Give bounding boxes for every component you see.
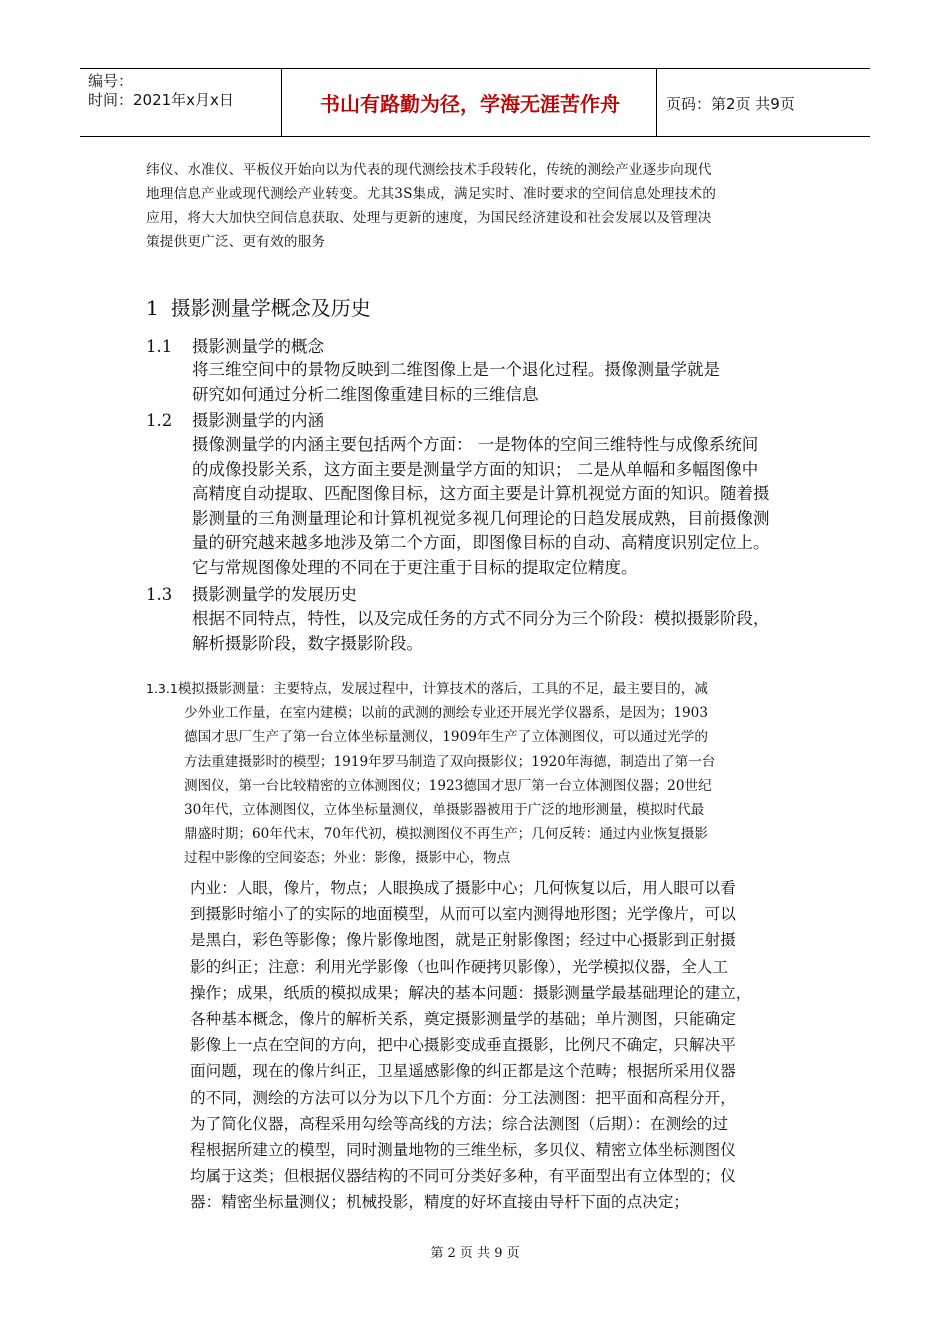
- subsection-body-1-2: [192, 433, 812, 580]
- text-line: 摄像测量学的内涵主要包括两个方面： 一是物体的空间三维特性与成像系统间: [192, 435, 759, 454]
- text-line: 过程中影像的空间姿态；外业：影像，摄影中心，物点: [184, 850, 511, 867]
- text-line: 程根据所建立的模型，同时测量地物的三维坐标，多贝仪、精密立体坐标测图仪: [190, 1141, 736, 1160]
- header-page-code: 页码：第2页 共9页: [666, 95, 795, 113]
- text-line: 鼎盛时期；60年代末，70年代初，模拟测图仪不再生产；几何反转：通过内业恢复摄影: [184, 826, 708, 843]
- text-line: 将三维空间中的景物反映到二维图像上是一个退化过程。摄像测量学就是: [192, 360, 720, 379]
- subsection-number: 1.3.1: [146, 681, 178, 696]
- text-line: 面问题，现在的像片纠正，卫星遥感影像的纠正都是这个范畴；根据所采用仪器: [190, 1062, 736, 1081]
- subsection-1-3-1: [146, 677, 806, 871]
- intro-paragraph: [146, 158, 816, 254]
- section-number: 1: [146, 296, 159, 320]
- body-paragraph: [190, 875, 818, 1216]
- text-line: 内业：人眼，像片，物点；人眼换成了摄影中心；几何恢复以后，用人眼可以看: [190, 879, 736, 897]
- text-line: 德国才思厂生产了第一台立体坐标量测仪，1909年生产了立体测图仪，可以通过光学的: [184, 729, 708, 746]
- header-bottom-border: [80, 136, 870, 137]
- text-line: 是黑白，彩色等影像；像片影像地图，就是正射影像图；经过中心摄影到正射摄: [190, 931, 736, 950]
- text-line: 各种基本概念，像片的解析关系，奠定摄影测量学的基础；单片测图，只能确定: [190, 1010, 736, 1029]
- text-line: 测图仪，第一台比较精密的立体测图仪；1923德国才思厂第一台立体测图仪器；20世纪: [184, 777, 712, 794]
- header-top-border: [80, 68, 870, 69]
- subsection-title: 摄影测量学的概念: [192, 337, 324, 356]
- subsection-number: 1.1: [146, 337, 173, 356]
- page-footer: 第 2 页 共 9 页: [430, 1246, 520, 1261]
- section-heading: [146, 292, 371, 324]
- subsection-heading-1-3: [146, 582, 357, 608]
- document-date-label: 时间：2021年x月x日: [88, 91, 234, 109]
- subsection-number: 1.2: [146, 411, 173, 430]
- text-line: 的不同，测绘的方法可以分为以下几个方面：分工法测图：把平面和高程分开，: [190, 1088, 736, 1107]
- subsection-body-1-3: [192, 607, 812, 656]
- text-line: [146, 677, 806, 701]
- subsection-number: 1.3: [146, 585, 173, 604]
- text-line: 解析摄影阶段，数字摄影阶段。: [192, 633, 423, 653]
- text-line: 高精度自动提取、匹配图像目标，这方面主要是计算机视觉方面的知识。随着摄: [192, 484, 770, 503]
- document-number-label: 编号：: [88, 72, 134, 90]
- subsection-body-1-1: [192, 358, 812, 407]
- text-line: 量的研究越来越多地涉及第二个方面，即图像目标的自动、高精度识别定位上。: [192, 533, 770, 552]
- text-line: 均属于这类；但根据仪器结构的不同可分类好多种，有平面型出有立体型的；仪: [190, 1167, 736, 1186]
- subsection-heading-1-2: [146, 408, 324, 434]
- text-line: 地理信息产业或现代测绘产业转变。尤其3S集成，满足实时、准时要求的空间信息处理技术的: [146, 186, 717, 202]
- section-title: 摄影测量学概念及历史: [170, 296, 371, 320]
- header-divider-left: [281, 68, 282, 137]
- text-line: 为了简化仪器，高程采用勾绘等高线的方法；综合法测图（后期）：在测绘的过: [190, 1114, 728, 1133]
- text-line: 纬仪、水准仪、平板仪开始向以为代表的现代测绘技术手段转化，传统的测绘产业逐步向现代: [146, 162, 712, 178]
- text-line: 应用，将大大加快空间信息获取、处理与更新的速度，为国民经济建设和社会发展以及管理决: [146, 210, 712, 226]
- subsection-title: 摄影测量学的发展历史: [192, 585, 357, 604]
- text-line: 它与常规图像处理的不同在于更注重于目标的提取定位精度。: [192, 557, 638, 577]
- text-line: 策提供更广泛、更有效的服务: [146, 234, 326, 250]
- text-line: 30年代，立体测图仪，立体坐标量测仪，单摄影器被用于广泛的地形测量，模拟时代最: [184, 802, 705, 819]
- text-line: 研究如何通过分析二维图像重建目标的三维信息: [192, 384, 539, 404]
- text-line: 影的纠正；注意：利用光学影像（也叫作硬拷贝影像），光学模拟仪器，全人工: [190, 957, 728, 976]
- text-line: 操作；成果，纸质的模拟成果；解决的基本问题：摄影测量学最基础理论的建立，: [190, 983, 752, 1002]
- text-line: 影测量的三角测量理论和计算机视觉多视几何理论的日趋发展成熟，目前摄像测: [192, 508, 770, 528]
- header-motto: 书山有路勤为径，学海无涯苦作舟: [320, 92, 620, 116]
- subsection-heading-1-1: [146, 334, 324, 360]
- subsection-first-line: 模拟摄影测量：主要特点，发展过程中，计算技术的落后，工具的不足，最主要目的，减: [177, 681, 708, 697]
- text-line: 影像上一点在空间的方向，把中心摄影变成垂直摄影，比例尺不确定，只解决平: [190, 1036, 736, 1055]
- text-line: 方法重建摄影时的模型；1919年罗马制造了双向摄影仪；1920年海德，制造出了第一台: [184, 753, 716, 770]
- subsection-title: 摄影测量学的内涵: [192, 411, 324, 430]
- text-line: 少外业工作量，在室内建模；以前的武测的测绘专业还开展光学仪器系，是因为；1903: [184, 705, 708, 722]
- text-line: 到摄影时缩小了的实际的地面模型，从而可以室内测得地形图；光学像片，可以: [190, 905, 736, 924]
- text-line: 的成像投影关系，这方面主要是测量学方面的知识； 二是从单幅和多幅图像中: [192, 459, 759, 479]
- text-line: 器：精密坐标量测仪；机械投影，精度的好坏直接由导杆下面的点决定；: [190, 1193, 690, 1212]
- header-divider-right: [656, 68, 657, 137]
- text-line: 根据不同特点，特性，以及完成任务的方式不同分为三个阶段：模拟摄影阶段，: [192, 609, 770, 628]
